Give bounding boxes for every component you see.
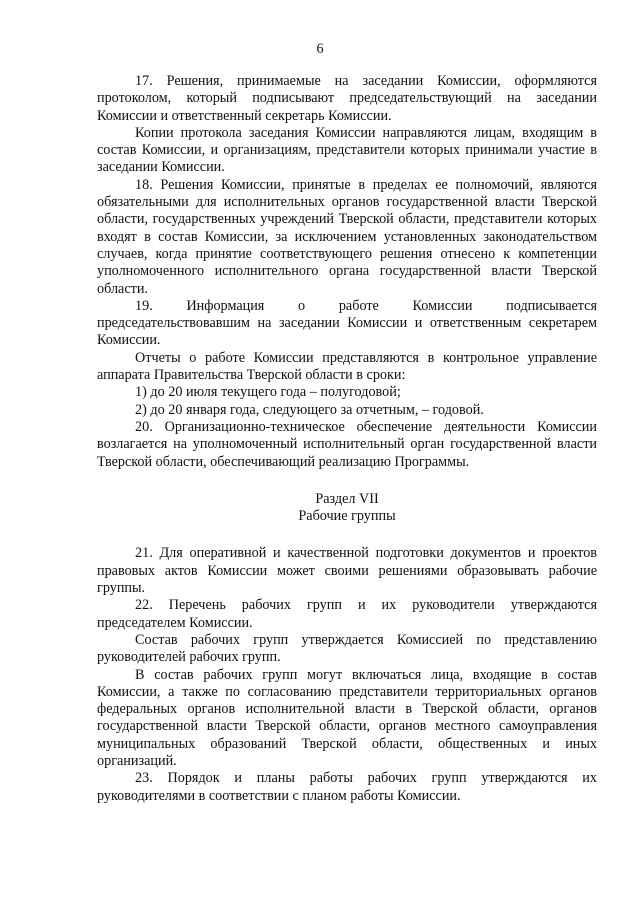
spacer [97,525,597,545]
paragraph-22: 22. Перечень рабочих групп и их руководители утверждаются председателем Комиссии. [97,597,597,631]
paragraph-20: 20. Организационно-техническое обеспечение деятельности Комиссии возлагается на уполномоченный исполнительный орган государственной власти Тверской области, обеспечивающий реализацию Программы. [97,418,597,470]
paragraph-21: 21. Для оперативной и качественной подготовки документов и проектов правовых актов Комиссии может своими решениями образовывать рабочие группы. [97,545,597,597]
section-number: Раздел VII [315,490,379,507]
list-item-2: 2) до 20 января года, следующего за отчетным, – годовой. [135,401,484,418]
paragraph-23: 23. Порядок и планы работы рабочих групп утверждаются их руководителями в соответствии с планом работы Комиссии. [97,770,597,804]
list-item-1: 1) до 20 июля текущего года – полугодовой; [135,384,401,401]
paragraph-17: 17. Решения, принимаемые на заседании Комиссии, оформляются протоколом, который подписывают председательствующий на заседании Комиссии и ответственный секретарь Комиссии. [97,73,597,124]
page-number: 6 [316,41,324,57]
spacer [97,471,597,491]
document-body [97,73,597,805]
paragraph-protocol-copies: Копии протокола заседания Комиссии направляются лицам, входящим в состав Комиссии, и организациям, представители которых принимали участие в заседании Комиссии. [97,124,597,176]
paragraph-19: 19. Информация о работе Комиссии подписывается председательствовавшим на заседании Комиссии и ответственным секретарем Комиссии. [97,297,597,349]
section-title: Рабочие группы [298,508,396,525]
paragraph-18: 18. Решения Комиссии, принятые в пределах ее полномочий, являются обязательными для исполнительных органов государственной власти Тверской области, государственных учреждений Тверской области, представители которых входят в состав Комиссии, за исключением установленных законодательством случаев, когда принятие соответствующего решения отнесено к компетенции уполномоченного исполнительного органа государственной власти Тверской области. [97,176,597,297]
paragraph-group-members: В состав рабочих групп могут включаться лица, входящие в состав Комиссии, а также по согласованию представители территориальных органов федеральных органов исполнительной власти в Тверской области, органов государственной власти Тверской области, органов местного самоуправления муниципальных образований Тверской области, общественных и иных организаций. [97,666,597,769]
paragraph-group-composition: Состав рабочих групп утверждается Комиссией по представлению руководителей рабочих групп. [97,631,597,666]
paragraph-reports: Отчеты о работе Комиссии представляются в контрольное управление аппарата Правительства Тверской области в сроки: [97,349,597,384]
